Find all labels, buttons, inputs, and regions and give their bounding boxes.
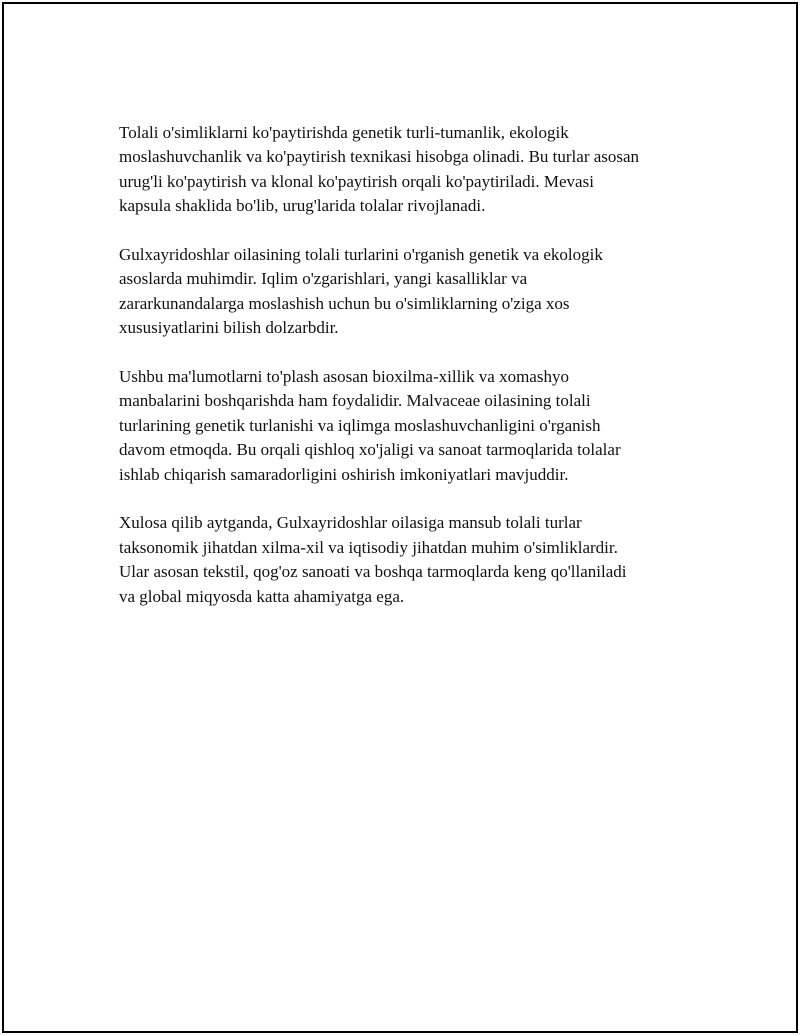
text-line: Ular asosan tekstil, qog'oz sanoati va boshqa tarmoqlarda keng qo'llaniladi: [119, 562, 627, 582]
document-body: [119, 121, 709, 633]
text-line: manbalarini boshqarishda ham foydalidir. Malvaceae oilasining tolali: [119, 391, 591, 411]
text-line: davom etmoqda. Bu orqali qishloq xo'jaligi va sanoat tarmoqlarida tolalar: [119, 440, 621, 460]
text-line: moslashuvchanlik va ko'paytirish texnikasi hisobga olinadi. Bu turlar asosan: [119, 147, 640, 167]
text-line: Gulxayridoshlar oilasining tolali turlarini o'rganish genetik va ekologik: [119, 245, 603, 265]
text-line: xususiyatlarini bilish dolzarbdir.: [119, 318, 339, 338]
page-frame: [2, 2, 798, 1033]
text-line: turlarining genetik turlanishi va iqlimga moslashuvchanligini o'rganish: [119, 415, 601, 435]
text-line: urug'li ko'paytirish va klonal ko'paytirish orqali ko'paytiriladi. Mevasi: [119, 171, 594, 191]
paragraph-4: [119, 511, 709, 609]
text-line: asoslarda muhimdir. Iqlim o'zgarishlari, yangi kasalliklar va: [119, 269, 528, 289]
text-line: Ushbu ma'lumotlarni to'plash asosan bioxilma-xillik va xomashyo: [119, 367, 569, 387]
text-line: Tolali o'simliklarni ko'paytirishda genetik turli-tumanlik, ekologik: [119, 123, 569, 142]
text-line: zararkunandalarga moslashish uchun bu o'simliklarning o'ziga xos: [119, 293, 570, 313]
paragraph-3: [119, 365, 709, 487]
paragraph-2: [119, 243, 709, 341]
paragraph-1: [119, 121, 709, 219]
text-line: ishlab chiqarish samaradorligini oshirish imkoniyatlari mavjuddir.: [119, 464, 569, 484]
text-line: Xulosa qilib aytganda, Gulxayridoshlar oilasiga mansub tolali turlar: [119, 513, 582, 533]
text-line: taksonomik jihatdan xilma-xil va iqtisodiy jihatdan muhim o'simliklardir.: [119, 537, 618, 557]
text-line: va global miqyosda katta ahamiyatga ega.: [119, 586, 405, 606]
text-line: kapsula shaklida bo'lib, urug'larida tolalar rivojlanadi.: [119, 196, 486, 216]
